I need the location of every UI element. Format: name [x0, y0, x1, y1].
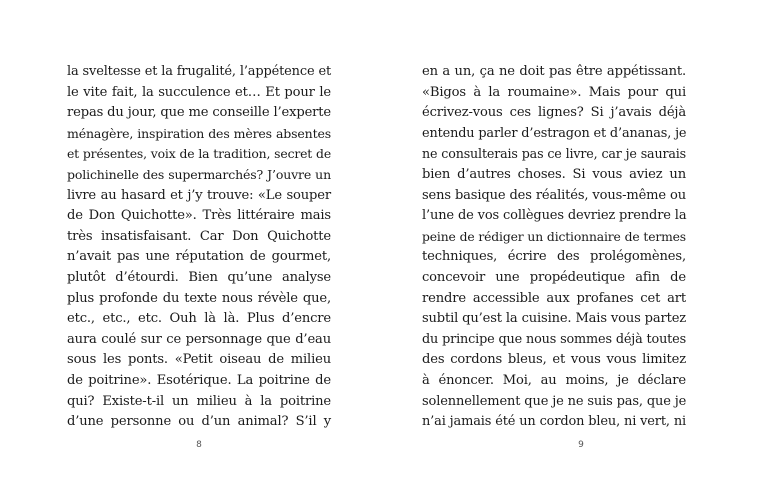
text-line: aura coulé sur ce personnage que d’eau	[67, 331, 331, 347]
text-line: écrivez-vous ces lignes? Si j’avais déjà	[422, 105, 686, 121]
text-line: n’ai jamais été un cordon bleu, ni vert, ni	[422, 414, 686, 430]
text-line: sous les ponts. «Petit oiseau de milieu	[67, 352, 331, 368]
right-page-text	[422, 62, 686, 433]
text-line: subtil qu’est la cuisine. Mais vous partez	[422, 311, 686, 327]
text-line: sens basique des réalités, vous-même ou	[422, 187, 686, 203]
text-line: bien d’autres choses. Si vous aviez un	[422, 166, 686, 182]
page-number-left: 8	[196, 440, 202, 450]
text-line: la sveltesse et la frugalité, l’appétence et	[67, 64, 331, 79]
text-line: de Don Quichotte». Très littéraire mais	[67, 208, 331, 224]
text-line: du principe que nous sommes déjà toutes	[422, 331, 686, 347]
text-line: polichinelle des supermarchés? J’ouvre un	[67, 166, 331, 182]
text-line: techniques, écrire des prolégomènes,	[422, 249, 686, 265]
text-line: et présentes, voix de la tradition, secret de	[67, 146, 331, 162]
text-line: rendre accessible aux profanes cet art	[422, 290, 686, 306]
text-line: qui? Existe-t-il un milieu à la poitrine	[67, 393, 331, 409]
text-line: le vite fait, la succulence et… Et pour le	[67, 84, 331, 100]
text-line: repas du jour, que me conseille l’experte	[67, 105, 331, 121]
text-line: ne consulterais pas ce livre, car je saurais	[422, 146, 686, 162]
text-line: plutôt d’étourdi. Bien qu’une analyse	[67, 269, 331, 285]
text-line: ménagère, inspiration des mères absentes	[67, 125, 331, 141]
text-line: plus profonde du texte nous révèle que,	[67, 290, 331, 306]
text-line: peine de rédiger un dictionnaire de termes	[422, 229, 686, 244]
text-line: entendu parler d’estragon et d’ananas, je	[422, 125, 687, 141]
text-line: concevoir une propédeutique afin de	[422, 269, 686, 285]
page-number-right: 9	[578, 440, 584, 450]
text-line: à énoncer. Moi, au moins, je déclare	[422, 372, 686, 388]
text-line: des cordons bleus, et vous vous limitez	[422, 352, 686, 368]
left-page-text	[67, 62, 331, 433]
text-line: livre au hasard et j’y trouve: «Le souper	[67, 187, 331, 203]
text-line: en a un, ça ne doit pas être appétissant.	[422, 64, 686, 79]
right-page	[384, 0, 768, 499]
text-line: «Bigos à la roumaine». Mais pour qui	[422, 84, 686, 100]
text-line: solennellement que je ne suis pas, que je	[422, 393, 687, 409]
text-line: très insatisfaisant. Car Don Quichotte	[67, 228, 331, 244]
text-line: etc., etc., etc. Ouh là là. Plus d’encre	[67, 311, 331, 327]
text-line: n’avait pas une réputation de gourmet,	[67, 249, 331, 265]
text-line: l’une de vos collègues devriez prendre la	[422, 208, 687, 224]
text-line: de poitrine». Esotérique. La poitrine de	[67, 372, 331, 388]
text-line: d’une personne ou d’un animal? S’il y	[67, 414, 331, 430]
